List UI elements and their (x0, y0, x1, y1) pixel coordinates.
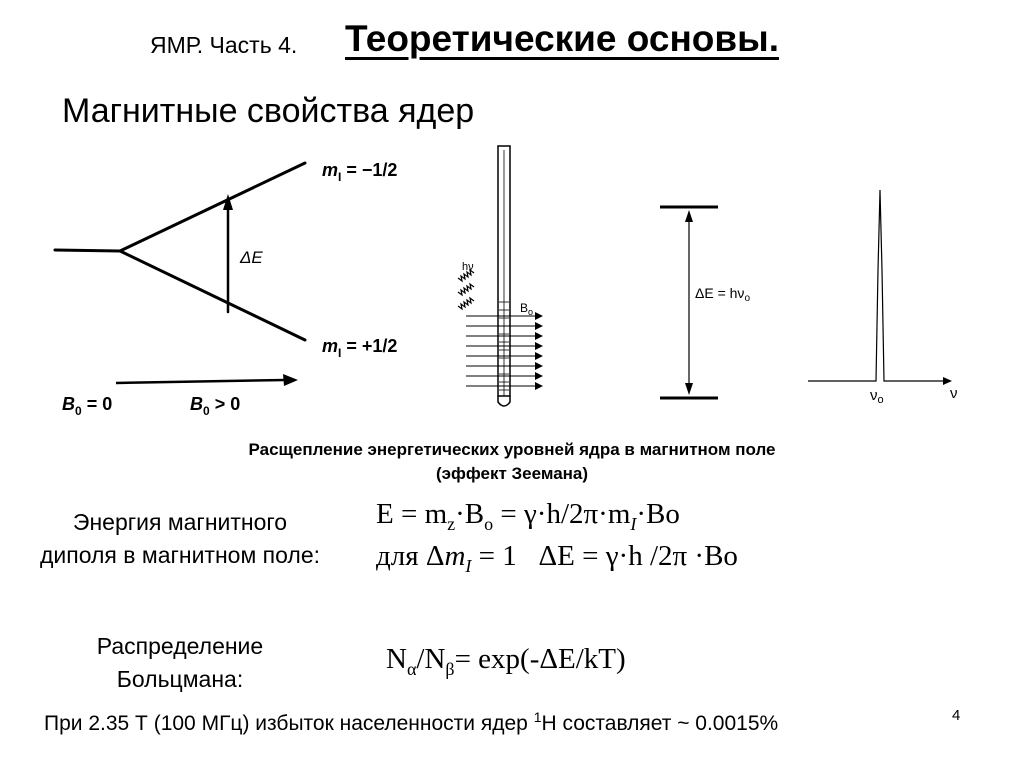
energy-label: Энергия магнитного диполя в магнитном поле: (40, 509, 320, 568)
population-excess-note: При 2.35 Т (100 МГц) избыток населенности ядер $^1$Н составляет ~ 0.0015% (44, 709, 779, 735)
page-title: Теоретические основы. (345, 18, 780, 59)
nmr-tube-diagram (458, 146, 543, 406)
energy-formula: $E = m_z\cdot B_o = \gamma\cdot h/2\pi\cdot m_I\cdot Bo$ (376, 498, 680, 534)
header-prefix: ЯМР. Часть 4. (150, 32, 298, 58)
energy-levels-diagram (660, 207, 750, 398)
figure-caption (0, 438, 1024, 486)
boltzmann-formula: $N_\alpha/N_\beta= \exp(-\Delta E/kT)$ (386, 643, 626, 679)
slide-subtitle: Магнитные свойства ядер (62, 92, 475, 130)
b0-field-label: $B_o$ (520, 301, 534, 317)
delta-e-label: $\Delta E = h\nu_o$ (695, 285, 750, 304)
peak-frequency-label: $\nu_o$ (870, 387, 884, 406)
page-number: 4 (952, 707, 961, 724)
gap-label: ΔE (240, 248, 263, 267)
spectrum-diagram (808, 190, 958, 406)
b0-zero-label: $B_0 = 0$ (62, 394, 113, 418)
energy-difference-formula: для $\Delta m_I = 1$ ΔE = γ·h /2π ·Bo (376, 540, 738, 576)
caption-line-1: Расщепление энергетических уровней ядра в магнитном поле (248, 440, 776, 459)
frequency-axis-label: ν (950, 385, 958, 402)
upper-level-label: $m_I = -1/2$ (322, 160, 398, 184)
lower-level-label: $m_I = +1/2$ (322, 336, 398, 360)
boltzmann-label: Распределение Больцмана: (96, 633, 264, 692)
caption-line-2: (эффект Зеемана) (435, 464, 589, 483)
b0-positive-label: $B_0 > 0$ (190, 394, 241, 418)
hv-label: hν (462, 261, 474, 273)
